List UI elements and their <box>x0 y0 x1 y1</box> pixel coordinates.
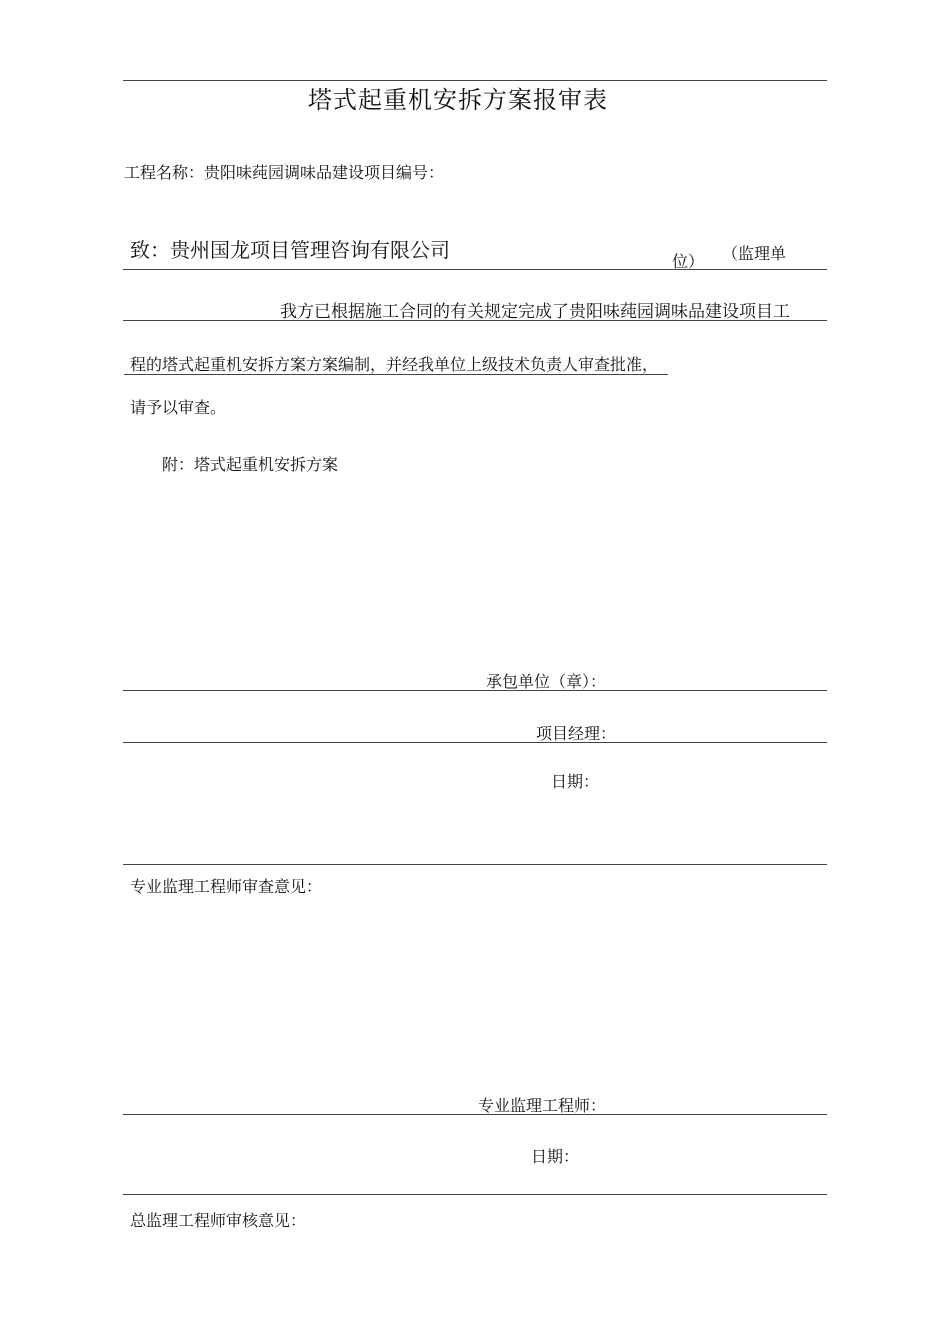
addressee-rule <box>123 269 827 270</box>
addressee-line: 致：贵州国龙项目管理咨询有限公司 <box>130 238 450 262</box>
chief-opinion-label: 总监理工程师审核意见： <box>130 1211 307 1230</box>
top-rule <box>123 80 827 81</box>
addressee-suffix: （监理单 <box>722 244 787 263</box>
body-rule-2 <box>124 374 668 375</box>
contractor-unit-label: 承包单位（章）： <box>486 672 607 691</box>
project-manager-label: 项目经理： <box>536 724 617 743</box>
body-line-3: 请予以审查。 <box>130 398 227 417</box>
section-rule-1 <box>123 864 827 865</box>
specialist-date-label: 日期： <box>531 1147 580 1166</box>
body-line-1: 我方已根据施工合同的有关规定完成了贵阳味莼园调味品建设项目工 <box>280 302 790 322</box>
project-name-line: 工程名称：贵阳味莼园调味品建设项目编号： <box>124 163 445 182</box>
project-manager-rule <box>123 742 827 743</box>
specialist-engineer-label: 专业监理工程师： <box>478 1096 607 1115</box>
contractor-unit-rule <box>123 690 827 691</box>
contractor-date-label: 日期： <box>551 772 600 791</box>
attachment-line: 附：塔式起重机安拆方案 <box>162 455 339 474</box>
specialist-opinion-label: 专业监理工程师审查意见： <box>130 877 323 896</box>
specialist-engineer-rule <box>123 1114 827 1115</box>
body-line-2: 程的塔式起重机安拆方案方案编制，并经我单位上级技术负责人审查批准， <box>130 355 659 374</box>
addressee-suffix-cut: 位） <box>672 252 705 271</box>
form-title: 塔式起重机安拆方案报审表 <box>308 86 608 114</box>
section-rule-2 <box>123 1194 827 1195</box>
body-rule-1 <box>123 320 827 321</box>
